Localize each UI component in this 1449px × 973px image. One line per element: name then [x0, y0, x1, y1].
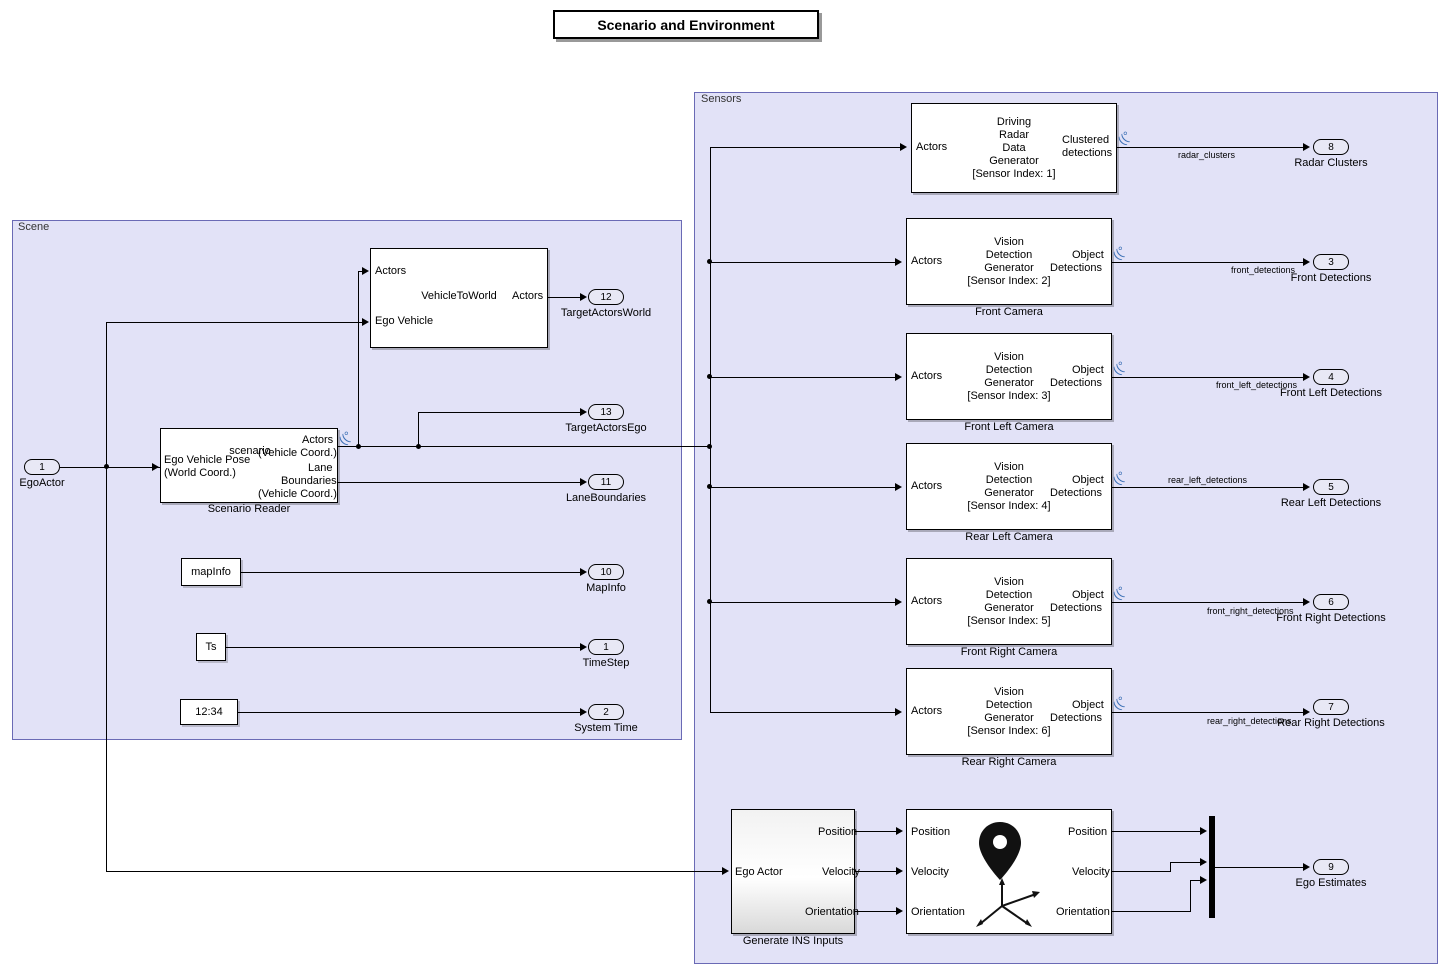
system-time-block[interactable]	[180, 699, 238, 725]
rear-left-camera-line-4: [Sensor Index: 4]	[967, 500, 1051, 512]
wire-sensor-spine	[710, 147, 711, 712]
rear-right-camera-line-2: Detection	[985, 699, 1033, 711]
wire-front-right-camera-out	[1112, 602, 1307, 603]
front-camera-in-port-label: Actors	[911, 255, 943, 267]
port-map-info[interactable]	[588, 564, 624, 580]
ins-out-velocity: Velocity	[1072, 866, 1110, 878]
rear-left-camera-name: Rear Left Camera	[965, 531, 1053, 543]
port-front-left-detections-label: Front Left Detections	[1279, 387, 1383, 399]
signal-label-front: front_detections	[1231, 265, 1296, 275]
mux-bar-lower	[1209, 850, 1215, 918]
wifi-icon-rear-left-camera: ((°	[1109, 468, 1129, 488]
arrow-actors-to-front-right-camera	[895, 598, 902, 606]
diagram-title-text: Scenario and Environment	[597, 16, 775, 33]
port-map-info-number: 10	[600, 566, 612, 578]
port-rear-left-detections[interactable]	[1313, 479, 1349, 495]
ins-gen-out-orientation: Orientation	[805, 906, 859, 918]
rear-right-camera-line-3: Generator	[984, 712, 1034, 724]
map-info-block[interactable]	[181, 558, 241, 586]
wire-ins-out-velocity-jog	[1170, 862, 1171, 872]
front-camera-out-line1: Object	[1072, 249, 1104, 261]
arrow-actors-to-rear-right-camera	[895, 708, 902, 716]
front-right-camera-line-3: Generator	[984, 602, 1034, 614]
port-ego-actor[interactable]	[24, 459, 60, 475]
port-system-time-label: System Time	[574, 722, 638, 734]
arrow-target-actors-ego	[580, 408, 587, 416]
rear-right-camera-out-line2: Detections	[1050, 712, 1102, 724]
wifi-icon-rear-right-camera: ((°	[1109, 693, 1129, 713]
rear-left-camera-in-port-label: Actors	[911, 480, 943, 492]
wire-lane-boundaries	[338, 482, 582, 483]
arrow-ins-out-orientation	[1200, 876, 1207, 884]
port-time-step-number: 1	[603, 641, 609, 653]
wire-ego-actor-to-ins	[106, 871, 726, 872]
ts-value: Ts	[205, 641, 217, 653]
wire-ins-position	[855, 831, 899, 832]
front-left-camera-name: Front Left Camera	[964, 421, 1054, 433]
rear-left-camera-line-3: Generator	[984, 487, 1034, 499]
arrow-target-actors-world	[580, 293, 587, 301]
rear-right-camera-in-port-label: Actors	[911, 705, 943, 717]
front-left-camera-line-3: Generator	[984, 377, 1034, 389]
wire-actors-to-targetego-up	[418, 412, 419, 447]
front-left-camera-out-line2: Detections	[1050, 377, 1102, 389]
wire-actors-to-rear-left-camera	[710, 487, 897, 488]
port-target-actors-ego[interactable]	[588, 404, 624, 420]
rear-right-camera-out-line1: Object	[1072, 699, 1104, 711]
port-rear-right-detections-number: 7	[1328, 701, 1334, 713]
port-front-detections-number: 3	[1328, 256, 1334, 268]
arrow-ts	[580, 643, 587, 651]
vehicle-to-world-out-actors: Actors	[512, 290, 544, 302]
arrow-ego-to-v2w	[362, 318, 369, 326]
radar-line-5: [Sensor Index: 1]	[972, 168, 1056, 180]
ins-gen-in-port: Ego Actor	[735, 866, 783, 878]
front-camera-name: Front Camera	[975, 306, 1043, 318]
scenario-reader-name: Scenario Reader	[207, 503, 291, 515]
ins-in-position: Position	[911, 826, 951, 838]
signal-label-front-left: front_left_detections	[1216, 380, 1298, 390]
generate-ins-inputs-name: Generate INS Inputs	[742, 935, 844, 947]
rear-left-camera-line-2: Detection	[985, 474, 1033, 486]
port-front-right-detections[interactable]	[1313, 594, 1349, 610]
wire-ts	[226, 647, 582, 648]
front-right-camera-out-line2: Detections	[1050, 602, 1102, 614]
wire-rear-left-camera-out	[1112, 487, 1307, 488]
arrow-actors-to-rear-left-camera	[895, 483, 902, 491]
port-system-time[interactable]	[588, 704, 624, 720]
wire-ego-actor-up	[106, 322, 107, 467]
arrow-ins-velocity	[896, 867, 903, 875]
vehicle-to-world-name: VehicleToWorld	[421, 290, 497, 302]
port-ego-estimates-label: Ego Estimates	[1295, 877, 1367, 889]
wifi-icon-front-left-camera: ((°	[1109, 358, 1129, 378]
wire-map-info	[241, 572, 582, 573]
port-rear-left-detections-number: 5	[1328, 481, 1334, 493]
front-right-camera-out-line1: Object	[1072, 589, 1104, 601]
front-left-camera-line-2: Detection	[985, 364, 1033, 376]
front-left-camera-line-4: [Sensor Index: 3]	[967, 390, 1051, 402]
scenario-reader-out-lane-line1: Lane	[308, 462, 333, 474]
front-right-camera-line-1: Vision	[994, 576, 1024, 588]
wire-ins-out-position	[1112, 831, 1204, 832]
port-rear-left-detections-label: Rear Left Detections	[1280, 497, 1382, 509]
arrow-radar-out	[1303, 143, 1310, 151]
wire-actors-to-front-camera	[710, 262, 897, 263]
arrow-front-left-camera-out	[1303, 373, 1310, 381]
front-camera-line-3: Generator	[984, 262, 1034, 274]
port-target-actors-ego-label: TargetActorsEgo	[565, 422, 647, 434]
rear-left-camera-out-line1: Object	[1072, 474, 1104, 486]
port-front-detections[interactable]	[1313, 254, 1349, 270]
wire-actors-bus	[358, 446, 710, 447]
port-target-actors-ego-number: 13	[600, 406, 612, 418]
ins-gen-out-velocity: Velocity	[822, 866, 860, 878]
wire-actors-to-radar	[710, 147, 902, 148]
diagram-title	[553, 10, 819, 39]
arrow-ego-estimates	[1303, 863, 1310, 871]
arrow-ins-orientation	[896, 907, 903, 915]
map-info-value: mapInfo	[191, 566, 231, 578]
port-radar-clusters[interactable]	[1313, 139, 1349, 155]
arrow-system-time	[580, 708, 587, 716]
scenario-reader-out-actors-line2: (Vehicle Coord.)	[258, 447, 337, 459]
arrow-ego-to-ins	[722, 867, 729, 875]
port-ego-actor-number: 1	[39, 461, 45, 473]
arrow-actors-to-front-left-camera	[895, 373, 902, 381]
ins-out-position: Position	[1068, 826, 1108, 838]
port-time-step[interactable]	[588, 639, 624, 655]
arrow-rear-right-camera-out	[1303, 708, 1310, 716]
wire-front-camera-out	[1112, 262, 1307, 263]
wire-reader-actors-up	[358, 271, 359, 447]
port-front-detections-label: Front Detections	[1290, 272, 1372, 284]
wire-ins-out-velocity-2	[1170, 862, 1204, 863]
radar-line-4: Generator	[989, 155, 1039, 167]
wire-actors-to-front-right-camera	[710, 602, 897, 603]
ins-in-velocity: Velocity	[911, 866, 949, 878]
port-time-step-label: TimeStep	[582, 657, 630, 669]
wire-ins-velocity	[855, 871, 899, 872]
port-target-actors-world-number: 12	[600, 291, 612, 303]
arrow-actors-to-front-camera	[895, 258, 902, 266]
scenario-reader-out-lane-line2: Boundaries	[281, 475, 337, 487]
front-left-camera-out-line1: Object	[1072, 364, 1104, 376]
rear-right-camera-name: Rear Right Camera	[961, 756, 1057, 768]
ts-block[interactable]	[196, 633, 226, 661]
port-lane-boundaries-number: 11	[600, 476, 612, 488]
radar-out-port-label-line1: Clustered	[1062, 134, 1110, 146]
ins-out-orientation: Orientation	[1056, 906, 1110, 918]
signal-label-rear-left: rear_left_detections	[1168, 475, 1248, 485]
port-rear-right-detections[interactable]	[1313, 699, 1349, 715]
port-rear-right-detections-label: Rear Right Detections	[1277, 717, 1385, 729]
radar-line-2: Radar	[999, 129, 1029, 141]
wire-actors-to-front-left-camera	[710, 377, 897, 378]
system-time-value: 12:34	[195, 706, 223, 718]
port-front-right-detections-label: Front Right Detections	[1276, 612, 1386, 624]
wire-ins-out-velocity	[1112, 871, 1170, 872]
wire-ins-out-orientation-jog	[1190, 880, 1191, 912]
scenario-reader-inner-label: scenario	[229, 445, 271, 457]
wire-ego-actor-down	[106, 467, 107, 871]
scene-group-label: Scene	[18, 221, 50, 233]
port-front-left-detections[interactable]	[1313, 369, 1349, 385]
arrow-reader-actors-to-v2w	[362, 267, 369, 275]
arrow-front-right-camera-out	[1303, 598, 1310, 606]
arrow-rear-left-camera-out	[1303, 483, 1310, 491]
rear-left-camera-line-1: Vision	[994, 461, 1024, 473]
radar-line-1: Driving	[996, 116, 1032, 128]
front-right-camera-in-port-label: Actors	[911, 595, 943, 607]
arrow-ego-actor-to-reader	[152, 463, 159, 471]
arrow-ins-position	[896, 827, 903, 835]
wifi-icon-front-right-camera: ((°	[1109, 583, 1129, 603]
wire-front-left-camera-out	[1112, 377, 1307, 378]
port-radar-clusters-number: 8	[1328, 141, 1334, 153]
wire-ego-to-v2w	[106, 322, 362, 323]
front-camera-out-line2: Detections	[1050, 262, 1102, 274]
radar-line-3: Data	[1002, 142, 1026, 154]
port-front-left-detections-number: 4	[1328, 371, 1334, 383]
axes-icon	[972, 876, 1052, 934]
vehicle-to-world-in-ego: Ego Vehicle	[375, 315, 434, 327]
scenario-reader-out-actors-line1: Actors	[302, 434, 334, 446]
port-target-actors-world-label: TargetActorsWorld	[560, 307, 652, 319]
arrow-ins-out-position	[1200, 827, 1207, 835]
rear-right-camera-line-4: [Sensor Index: 6]	[967, 725, 1051, 737]
wire-actors-to-targetego	[418, 412, 580, 413]
signal-label-radar: radar_clusters	[1178, 150, 1236, 160]
port-lane-boundaries-label: LaneBoundaries	[565, 492, 647, 504]
front-right-camera-name: Front Right Camera	[960, 646, 1058, 658]
wifi-icon-radar: ((°	[1114, 128, 1134, 148]
front-camera-line-2: Detection	[985, 249, 1033, 261]
vehicle-to-world-in-actors: Actors	[375, 265, 407, 277]
front-left-camera-in-port-label: Actors	[911, 370, 943, 382]
scenario-reader-in-label-line2: (World Coord.)	[164, 467, 236, 479]
wifi-icon-scenario-reader: ((°	[335, 428, 355, 448]
front-camera-line-4: [Sensor Index: 2]	[967, 275, 1051, 287]
signal-label-rear-right: rear_right_detections	[1207, 716, 1292, 726]
port-front-right-detections-number: 6	[1328, 596, 1334, 608]
front-left-camera-line-1: Vision	[994, 351, 1024, 363]
wire-v2w-out	[548, 297, 582, 298]
wire-ego-actor	[60, 467, 160, 468]
arrow-lane-boundaries	[580, 478, 587, 486]
wifi-icon-front-camera: ((°	[1109, 243, 1129, 263]
port-system-time-number: 2	[603, 706, 609, 718]
ins-in-orientation: Orientation	[911, 906, 965, 918]
signal-label-front-right: front_right_detections	[1207, 606, 1294, 616]
wire-ins-orientation	[855, 911, 899, 912]
front-right-camera-line-4: [Sensor Index: 5]	[967, 615, 1051, 627]
scenario-reader-out-lane-line3: (Vehicle Coord.)	[258, 488, 337, 500]
sensors-group-label: Sensors	[701, 93, 742, 105]
arrow-front-camera-out	[1303, 258, 1310, 266]
wire-rear-right-camera-out	[1112, 712, 1307, 713]
arrow-map-info	[580, 568, 587, 576]
rear-left-camera-out-line2: Detections	[1050, 487, 1102, 499]
port-map-info-label: MapInfo	[586, 582, 626, 594]
port-lane-boundaries[interactable]	[588, 474, 624, 490]
radar-out-port-label-line2: detections	[1062, 147, 1113, 159]
wire-ego-estimates	[1215, 867, 1307, 868]
scenario-reader-in-label-line1: Ego Vehicle Pose	[164, 454, 251, 466]
wire-system-time	[238, 712, 582, 713]
front-camera-line-1: Vision	[994, 236, 1024, 248]
wire-actors-to-rear-right-camera	[710, 712, 897, 713]
ins-gen-out-position: Position	[818, 826, 858, 838]
arrow-ins-out-velocity	[1200, 858, 1207, 866]
wire-reader-actors-out	[338, 446, 358, 447]
wire-radar-out	[1117, 147, 1307, 148]
arrow-actors-to-radar	[900, 143, 907, 151]
port-ego-actor-label: EgoActor	[19, 477, 65, 489]
port-target-actors-world[interactable]	[588, 289, 624, 305]
radar-in-port-label: Actors	[916, 141, 948, 153]
port-radar-clusters-label: Radar Clusters	[1294, 157, 1368, 169]
port-ego-estimates-number: 9	[1328, 861, 1334, 873]
port-ego-estimates[interactable]	[1313, 859, 1349, 875]
wire-ins-out-orientation	[1112, 911, 1190, 912]
front-right-camera-line-2: Detection	[985, 589, 1033, 601]
rear-right-camera-line-1: Vision	[994, 686, 1024, 698]
